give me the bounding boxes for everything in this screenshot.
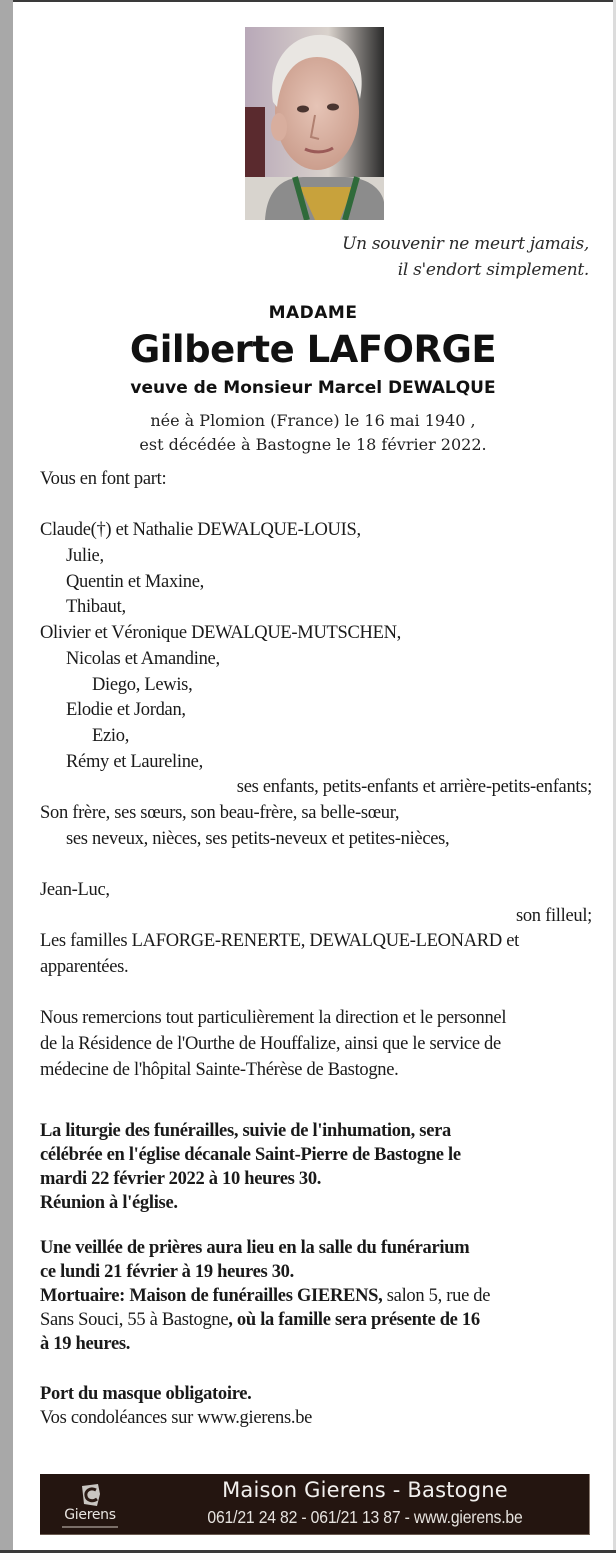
families-line-2: apparentées. — [40, 957, 129, 978]
mask-notice: Port du masque obligatoire. — [40, 1384, 252, 1404]
portrait-photo — [245, 27, 384, 220]
family-announcement — [40, 467, 592, 1084]
vigil-line-2: ce lundi 21 février à 19 heures 30. — [40, 1262, 294, 1282]
family-line: Elodie et Jordan, — [66, 700, 186, 721]
thanks-line-1: Nous remercions tout particulièrement la direction et le personnel — [40, 1008, 507, 1029]
announcement-intro: Vous en font part: — [40, 469, 167, 489]
thanks-line-3: médecine de l'hôpital Sainte-Thérèse de Bastogne. — [40, 1059, 399, 1080]
portrait-image-icon — [245, 27, 384, 220]
death-line: est décédée à Bastogne le 18 février 2022. — [139, 435, 487, 454]
frame-left-border — [0, 0, 13, 1553]
presence-hours: , où la famille sera présente de 16 — [228, 1310, 480, 1330]
funeral-line-4: Réunion à l'église. — [40, 1193, 178, 1213]
families-line-1: Les familles LAFORGE-RENERTE, DEWALQUE-LEONARD et — [40, 931, 519, 952]
family-line: Son frère, ses sœurs, son beau-frère, sa belle-sœur, — [40, 802, 400, 823]
family-line: Thibaut, — [66, 597, 126, 618]
family-line: Claude(†) et Nathalie DEWALQUE-LOUIS, — [40, 520, 361, 541]
family-line: Quentin et Maxine, — [66, 571, 204, 592]
godson-name: Jean-Luc, — [40, 880, 110, 900]
memorial-quote — [189, 231, 589, 283]
mortuary-line-2 — [40, 1308, 592, 1332]
funeral-home-banner — [40, 1474, 590, 1535]
banner-contact: 061/21 24 82 - 061/21 13 87 - www.gierens.be — [207, 1507, 523, 1527]
quote-line-2: il s'endort simplement. — [397, 260, 589, 280]
gierens-logo — [50, 1480, 130, 1532]
birth-line: née à Plomion (France) le 16 mai 1940 , — [150, 411, 476, 430]
closing-notes — [40, 1382, 592, 1430]
mortuary-address-2: Sans Souci, 55 à Bastogne — [40, 1310, 229, 1330]
vigil-line-1: Une veillée de prières aura lieu en la salle du funérarium — [40, 1238, 470, 1258]
quote-line-1: Un souvenir ne meurt jamais, — [342, 234, 589, 254]
frame-top-border — [0, 0, 616, 2]
funeral-details — [40, 1119, 592, 1215]
presence-hours-end: à 19 heures. — [40, 1334, 131, 1354]
logo-text: Gierens — [64, 1507, 116, 1523]
mortuary-line — [40, 1284, 592, 1308]
honorific-title: MADAME — [268, 303, 358, 323]
deceased-name: Gilberte LAFORGE — [129, 328, 497, 371]
godson-relation: son filleul; — [515, 905, 592, 926]
funeral-line-2: célébrée en l'église décanale Saint-Pierre de Bastogne le — [40, 1145, 461, 1165]
spacer — [40, 493, 592, 519]
spacer — [40, 852, 592, 878]
funeral-line-1: La liturgie des funérailles, suivie de l'inhumation, sera — [40, 1121, 451, 1141]
gierens-logo-mark-icon — [78, 1482, 104, 1508]
family-line: Nicolas et Amandine, — [66, 648, 220, 669]
family-relation-line: ses enfants, petits-enfants et arrière-petits-enfants; — [236, 777, 592, 798]
banner-title: Maison Gierens - Bastogne — [222, 1478, 508, 1502]
logo-tagline — [62, 1526, 118, 1528]
birth-death-dates — [13, 409, 613, 457]
mortuary-name: Mortuaire: Maison de funérailles GIERENS, — [40, 1286, 383, 1306]
family-line: Olivier et Véronique DEWALQUE-MUTSCHEN, — [40, 623, 401, 644]
condolences-link[interactable]: Vos condoléances sur www.gierens.be — [40, 1408, 313, 1428]
spacer — [40, 981, 592, 1007]
family-line: Rémy et Laureline, — [66, 751, 203, 772]
family-line: Ezio, — [92, 725, 130, 746]
thanks-line-2: de la Résidence de l'Ourthe de Houffalize, ainsi que le service de — [40, 1034, 501, 1055]
funeral-line-3: mardi 22 février 2022 à 10 heures 30. — [40, 1169, 322, 1189]
family-line: Julie, — [66, 546, 104, 567]
family-line: Diego, Lewis, — [92, 674, 193, 695]
mortuary-address-1: salon 5, rue de — [382, 1286, 491, 1306]
family-line: ses neveux, nièces, ses petits-neveux et petites-nièces, — [66, 828, 450, 849]
spouse-line: veuve de Monsieur Marcel DEWALQUE — [130, 378, 496, 398]
vigil-details — [40, 1236, 592, 1356]
